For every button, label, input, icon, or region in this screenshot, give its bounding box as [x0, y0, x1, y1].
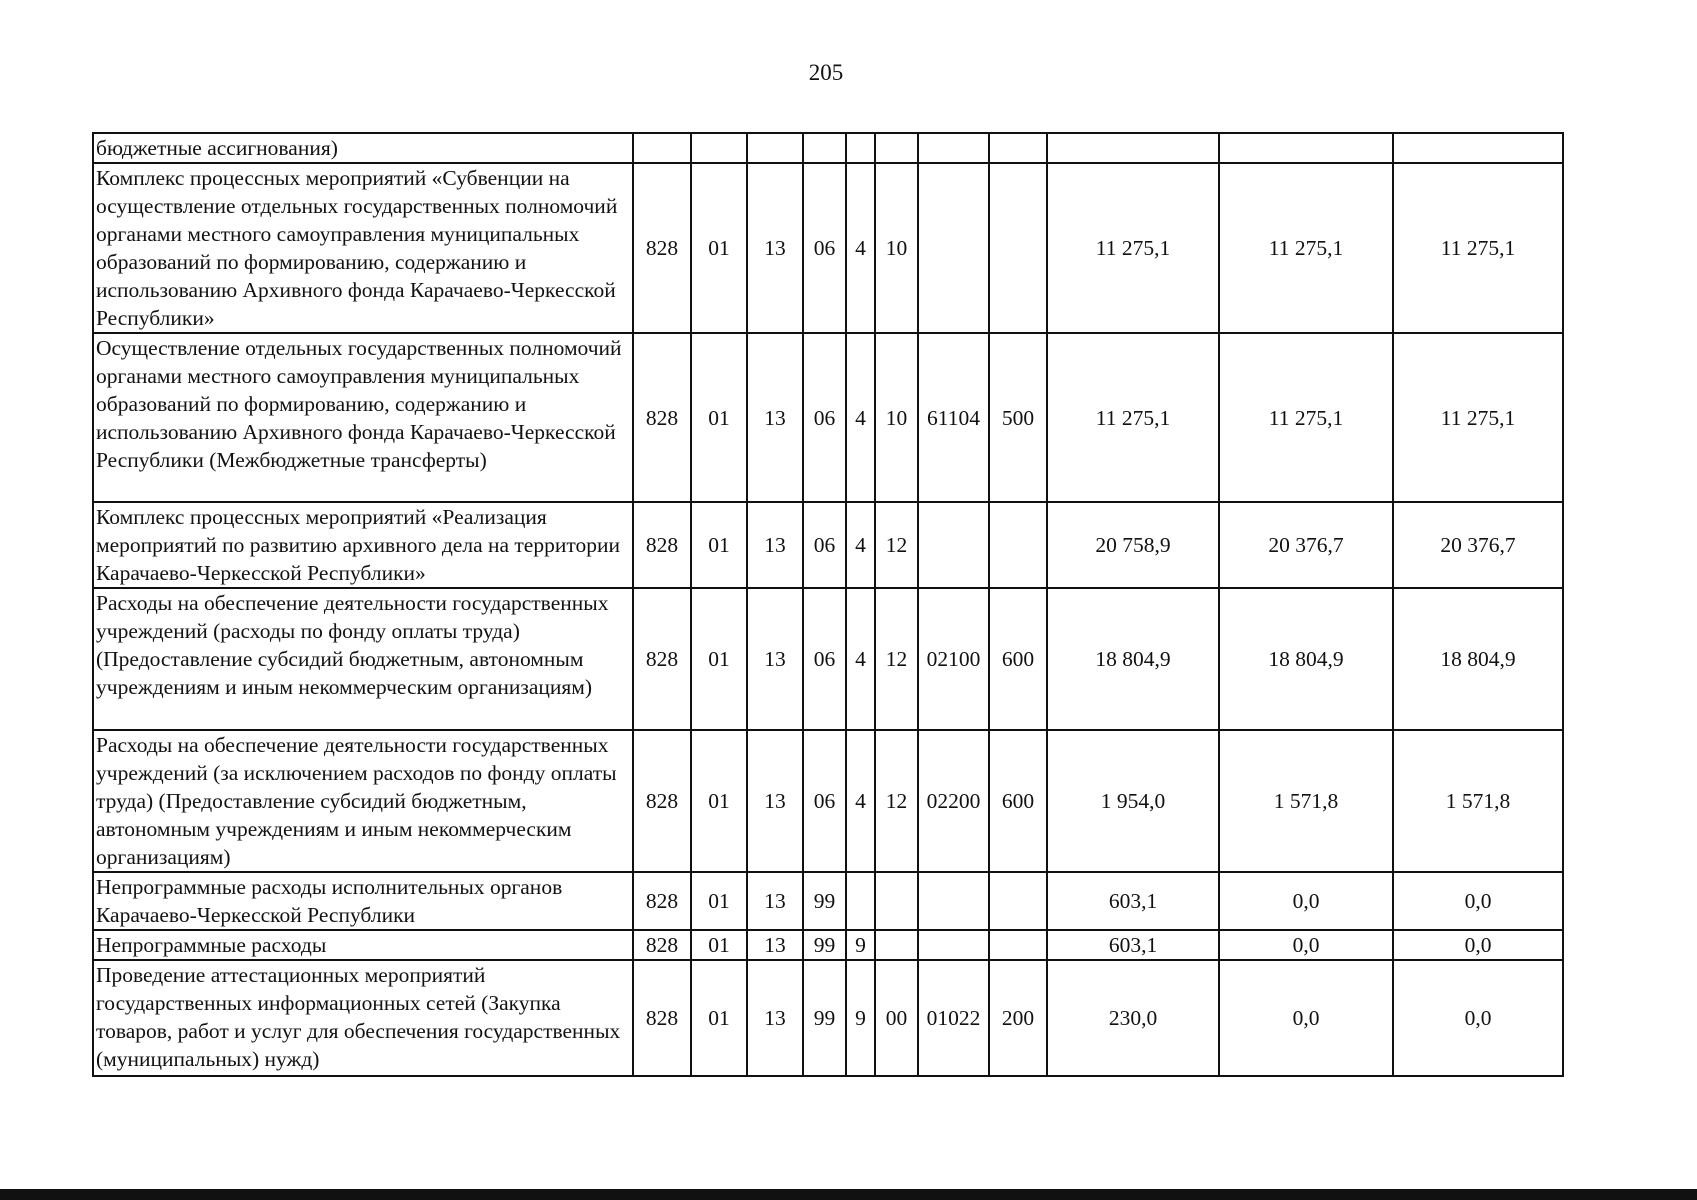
direction-code-cell: 01022	[918, 960, 989, 1076]
expense-type-code-cell	[989, 930, 1047, 960]
amount-year3-cell: 11 275,1	[1393, 333, 1563, 502]
expense-name-cell: Комплекс процессных мероприятий «Реализация мероприятий по развитию архивного дела на территории Карачаево-Черкесской Республики»	[93, 502, 633, 588]
amount-year1-cell: 18 804,9	[1047, 588, 1219, 730]
table-row	[93, 960, 1563, 1076]
ministry-code-cell	[633, 133, 691, 163]
direction-code-cell: 02200	[918, 730, 989, 872]
ministry-code-cell: 828	[633, 502, 691, 588]
subsection-code-cell: 13	[747, 930, 803, 960]
structural-element-code-cell	[875, 872, 918, 930]
structural-element-code-cell: 00	[875, 960, 918, 1076]
scan-edge-bar	[0, 1189, 1697, 1200]
ministry-code-cell: 828	[633, 333, 691, 502]
expense-type-code-cell: 500	[989, 333, 1047, 502]
amount-year3-cell: 0,0	[1393, 930, 1563, 960]
ministry-code-cell: 828	[633, 163, 691, 333]
expense-name-cell: бюджетные ассигнования)	[93, 133, 633, 163]
subsection-code-cell	[747, 133, 803, 163]
section-code-cell: 01	[691, 872, 747, 930]
amount-year2-cell: 1 571,8	[1219, 730, 1393, 872]
table-row	[93, 333, 1563, 502]
amount-year1-cell	[1047, 133, 1219, 163]
subsection-code-cell: 13	[747, 730, 803, 872]
direction-code-cell	[918, 502, 989, 588]
page-number: 205	[808, 60, 844, 85]
subsection-code-cell: 13	[747, 163, 803, 333]
subsection-code-cell: 13	[747, 502, 803, 588]
ministry-code-cell: 828	[633, 960, 691, 1076]
program-type-code-cell	[846, 872, 875, 930]
direction-code-cell: 02100	[918, 588, 989, 730]
program-code-cell: 06	[803, 588, 846, 730]
program-code-cell: 99	[803, 930, 846, 960]
program-type-code-cell: 4	[846, 502, 875, 588]
program-code-cell: 06	[803, 333, 846, 502]
amount-year2-cell: 11 275,1	[1219, 333, 1393, 502]
section-code-cell: 01	[691, 930, 747, 960]
ministry-code-cell: 828	[633, 730, 691, 872]
subsection-code-cell: 13	[747, 333, 803, 502]
amount-year2-cell: 0,0	[1219, 872, 1393, 930]
program-code-cell: 06	[803, 163, 846, 333]
amount-year1-cell: 603,1	[1047, 930, 1219, 960]
section-code-cell: 01	[691, 960, 747, 1076]
expense-name-cell: Непрограммные расходы	[93, 930, 633, 960]
amount-year2-cell: 11 275,1	[1219, 163, 1393, 333]
amount-year1-cell: 1 954,0	[1047, 730, 1219, 872]
amount-year3-cell	[1393, 133, 1563, 163]
expense-name-cell: Комплекс процессных мероприятий «Субвенции на осуществление отдельных государственных полномочий органами местного самоуправления муниципальных образований по формированию, содержанию и использованию Архивного фонда Карачаево-Черкесской Республики»	[93, 163, 633, 333]
direction-code-cell	[918, 930, 989, 960]
amount-year3-cell: 18 804,9	[1393, 588, 1563, 730]
program-code-cell	[803, 133, 846, 163]
ministry-code-cell: 828	[633, 588, 691, 730]
table-row	[93, 872, 1563, 930]
table-row	[93, 930, 1563, 960]
expense-type-code-cell: 600	[989, 588, 1047, 730]
section-code-cell: 01	[691, 588, 747, 730]
structural-element-code-cell: 10	[875, 163, 918, 333]
section-code-cell	[691, 133, 747, 163]
program-code-cell: 06	[803, 502, 846, 588]
subsection-code-cell: 13	[747, 588, 803, 730]
ministry-code-cell: 828	[633, 930, 691, 960]
direction-code-cell	[918, 133, 989, 163]
structural-element-code-cell: 12	[875, 730, 918, 872]
expense-type-code-cell: 600	[989, 730, 1047, 872]
structural-element-code-cell	[875, 133, 918, 163]
expense-type-code-cell: 200	[989, 960, 1047, 1076]
table-row	[93, 588, 1563, 730]
section-code-cell: 01	[691, 502, 747, 588]
amount-year2-cell: 0,0	[1219, 930, 1393, 960]
table-row	[93, 163, 1563, 333]
expense-name-cell: Расходы на обеспечение деятельности государственных учреждений (за исключением расходов по фонду оплаты труда) (Предоставление субсидий бюджетным, автономным учреждениям и иным некоммерческим организациям)	[93, 730, 633, 872]
amount-year1-cell: 11 275,1	[1047, 163, 1219, 333]
amount-year3-cell: 0,0	[1393, 872, 1563, 930]
amount-year2-cell	[1219, 133, 1393, 163]
amount-year1-cell: 11 275,1	[1047, 333, 1219, 502]
program-type-code-cell: 4	[846, 333, 875, 502]
amount-year1-cell: 230,0	[1047, 960, 1219, 1076]
budget-table	[92, 132, 1564, 1077]
subsection-code-cell: 13	[747, 872, 803, 930]
table-row	[93, 730, 1563, 872]
table-row	[93, 133, 1563, 163]
program-type-code-cell: 4	[846, 588, 875, 730]
section-code-cell: 01	[691, 730, 747, 872]
expense-name-cell: Проведение аттестационных мероприятий государственных информационных сетей (Закупка товаров, работ и услуг для обеспечения государственных (муниципальных) нужд)	[93, 960, 633, 1076]
amount-year2-cell: 0,0	[1219, 960, 1393, 1076]
amount-year1-cell: 603,1	[1047, 872, 1219, 930]
amount-year2-cell: 20 376,7	[1219, 502, 1393, 588]
program-code-cell: 06	[803, 730, 846, 872]
expense-name-cell: Осуществление отдельных государственных полномочий органами местного самоуправления муниципальных образований по формированию, содержанию и использованию Архивного фонда Карачаево-Черкесской Республики (Межбюджетные трансферты)	[93, 333, 633, 502]
table-row	[93, 502, 1563, 588]
amount-year3-cell: 20 376,7	[1393, 502, 1563, 588]
direction-code-cell: 61104	[918, 333, 989, 502]
expense-type-code-cell	[989, 872, 1047, 930]
section-code-cell: 01	[691, 333, 747, 502]
program-code-cell: 99	[803, 960, 846, 1076]
amount-year2-cell: 18 804,9	[1219, 588, 1393, 730]
expense-type-code-cell	[989, 133, 1047, 163]
subsection-code-cell: 13	[747, 960, 803, 1076]
direction-code-cell	[918, 163, 989, 333]
expense-type-code-cell	[989, 502, 1047, 588]
table-body	[93, 133, 1563, 1076]
structural-element-code-cell: 10	[875, 333, 918, 502]
amount-year3-cell: 1 571,8	[1393, 730, 1563, 872]
program-type-code-cell	[846, 133, 875, 163]
amount-year3-cell: 11 275,1	[1393, 163, 1563, 333]
program-code-cell: 99	[803, 872, 846, 930]
amount-year3-cell: 0,0	[1393, 960, 1563, 1076]
expense-name-cell: Непрограммные расходы исполнительных органов Карачаево-Черкесской Республики	[93, 872, 633, 930]
structural-element-code-cell	[875, 930, 918, 960]
ministry-code-cell: 828	[633, 872, 691, 930]
program-type-code-cell: 9	[846, 930, 875, 960]
section-code-cell: 01	[691, 163, 747, 333]
direction-code-cell	[918, 872, 989, 930]
program-type-code-cell: 9	[846, 960, 875, 1076]
structural-element-code-cell: 12	[875, 588, 918, 730]
amount-year1-cell: 20 758,9	[1047, 502, 1219, 588]
program-type-code-cell: 4	[846, 730, 875, 872]
expense-type-code-cell	[989, 163, 1047, 333]
structural-element-code-cell: 12	[875, 502, 918, 588]
program-type-code-cell: 4	[846, 163, 875, 333]
expense-name-cell: Расходы на обеспечение деятельности государственных учреждений (расходы по фонду оплаты труда) (Предоставление субсидий бюджетным, автономным учреждениям и иным некоммерческим организациям)	[93, 588, 633, 730]
